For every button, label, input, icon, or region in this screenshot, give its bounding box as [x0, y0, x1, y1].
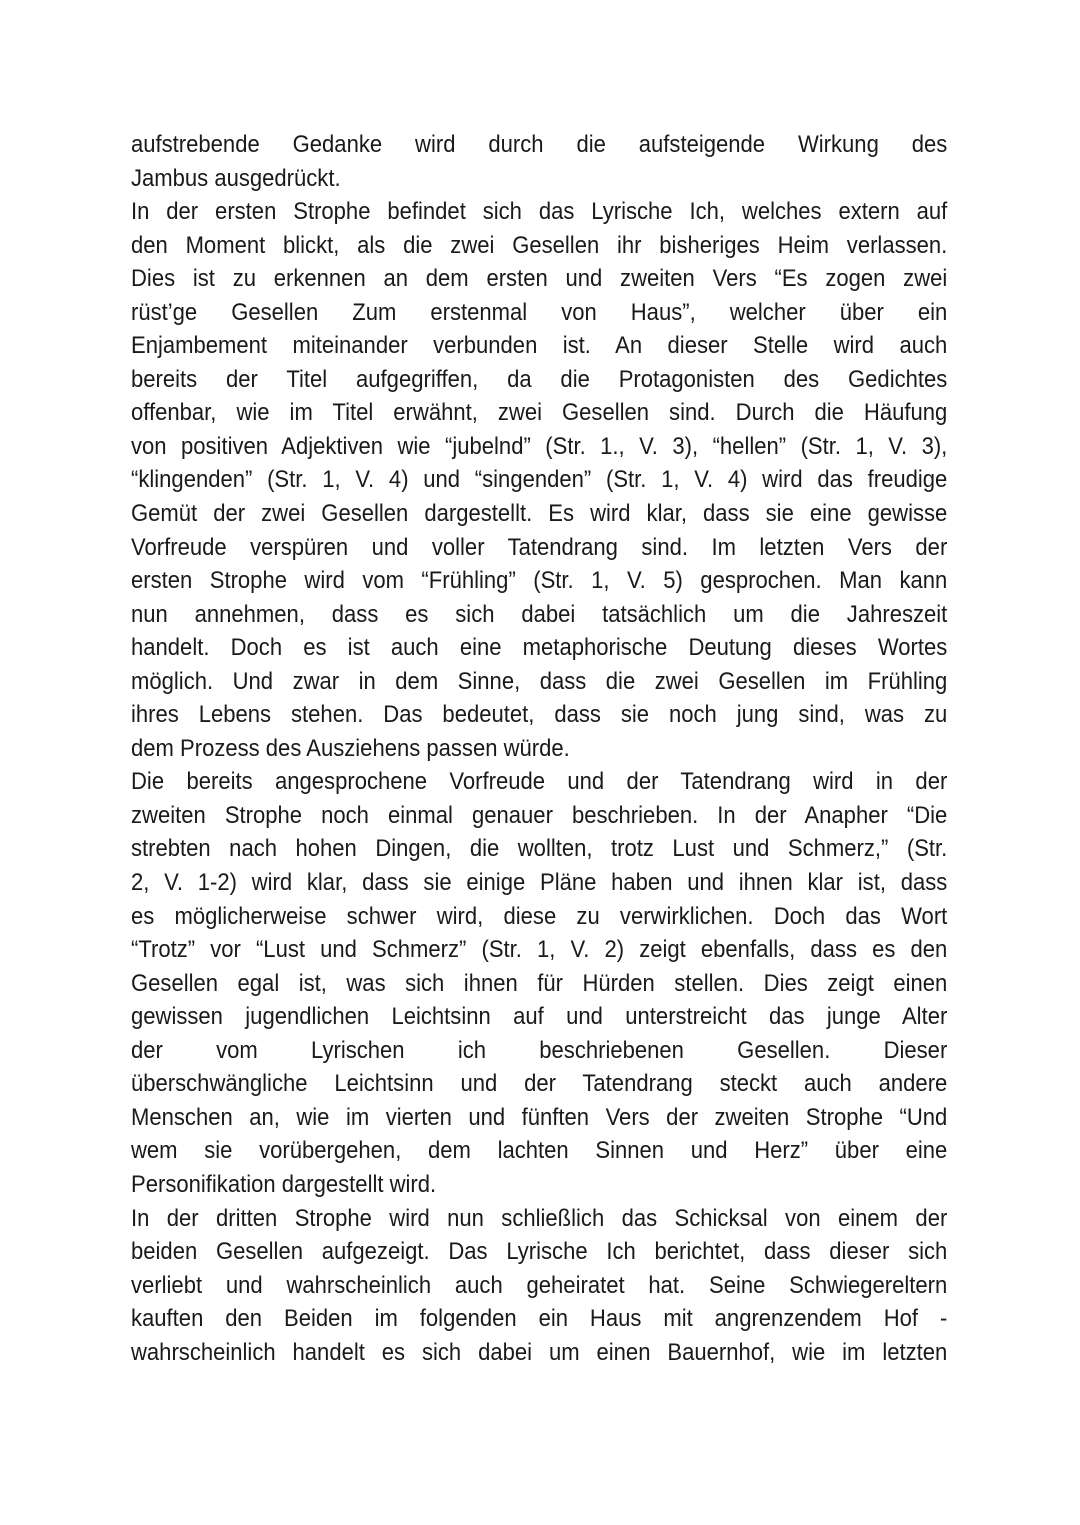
text-line: dem Prozess des Ausziehens passen würde. — [131, 734, 570, 762]
text-line: möglich. Und zwar in dem Sinne, dass die zwei Gesellen im Frühling — [131, 667, 948, 695]
text-line: In der ersten Strophe befindet sich das Lyrische Ich, welches extern auf — [131, 198, 948, 226]
text-line: Gesellen egal ist, was sich ihnen für Hürden stellen. Dies zeigt einen — [131, 969, 948, 997]
text-line: Dies ist zu erkennen an dem ersten und zweiten Vers “Es zogen zwei — [131, 265, 948, 293]
text-line: Jambus ausgedrückt. — [131, 164, 341, 192]
text-line: es möglicherweise schwer wird, diese zu verwirklichen. Doch das Wort — [131, 902, 948, 930]
text-line: “klingenden” (Str. 1, V. 4) und “singenden” (Str. 1, V. 4) wird das freudige — [131, 466, 948, 494]
text-line: überschwängliche Leichtsinn und der Tatendrang steckt auch andere — [131, 1070, 948, 1098]
text-line: rüst’ge Gesellen Zum erstenmal von Haus”, welcher über ein — [131, 298, 948, 326]
text-line: gewissen jugendlichen Leichtsinn auf und unterstreicht das junge Alter — [131, 1003, 948, 1031]
text-line: Gemüt der zwei Gesellen dargestellt. Es wird klar, dass sie eine gewisse — [131, 500, 948, 528]
text-line: wem sie vorübergehen, dem lachten Sinnen und Herz” über eine — [131, 1137, 948, 1165]
text-line: den Moment blickt, als die zwei Gesellen ihr bisheriges Heim verlassen. — [131, 231, 948, 259]
text-line: strebten nach hohen Dingen, die wollten, trotz Lust und Schmerz,” (Str. — [131, 835, 948, 863]
text-line: wahrscheinlich handelt es sich dabei um einen Bauernhof, wie im letzten — [131, 1338, 948, 1366]
text-line: zweiten Strophe noch einmal genauer beschrieben. In der Anapher “Die — [131, 801, 948, 829]
paragraph — [131, 1202, 947, 1370]
text-line: der vom Lyrischen ich beschriebenen Gesellen. Dieser — [131, 1036, 948, 1064]
text-line: nun annehmen, dass es sich dabei tatsächlich um die Jahreszeit — [131, 600, 948, 628]
text-line: kauften den Beiden im folgenden ein Haus mit angrenzendem Hof - — [131, 1305, 948, 1333]
text-line: verliebt und wahrscheinlich auch geheiratet hat. Seine Schwiegereltern — [131, 1271, 948, 1299]
text-line: von positiven Adjektiven wie “jubelnd” (Str. 1., V. 3), “hellen” (Str. 1, V. 3), — [131, 432, 948, 460]
paragraph — [131, 195, 947, 765]
text-line: bereits der Titel aufgegriffen, da die Protagonisten des Gedichtes — [131, 365, 948, 393]
text-line: offenbar, wie im Titel erwähnt, zwei Gesellen sind. Durch die Häufung — [131, 399, 948, 427]
text-line: Die bereits angesprochene Vorfreude und der Tatendrang wird in der — [131, 768, 948, 796]
text-line: ersten Strophe wird vom “Frühling” (Str. 1, V. 5) gesprochen. Man kann — [131, 567, 948, 595]
text-line: 2, V. 1-2) wird klar, dass sie einige Pläne haben und ihnen klar ist, dass — [131, 869, 948, 897]
text-line: In der dritten Strophe wird nun schließlich das Schicksal von einem der — [131, 1204, 948, 1232]
paragraph — [131, 765, 947, 1201]
text-line: Enjambement miteinander verbunden ist. An dieser Stelle wird auch — [131, 332, 948, 360]
text-line: “Trotz” vor “Lust und Schmerz” (Str. 1, V. 2) zeigt ebenfalls, dass es den — [131, 936, 948, 964]
text-line: aufstrebende Gedanke wird durch die aufsteigende Wirkung des — [131, 131, 948, 158]
text-line: handelt. Doch es ist auch eine metaphorische Deutung dieses Wortes — [131, 634, 948, 662]
text-line: Menschen an, wie im vierten und fünften Vers der zweiten Strophe “Und — [131, 1103, 948, 1131]
document-page — [131, 128, 947, 1369]
text-line: beiden Gesellen aufgezeigt. Das Lyrische Ich berichtet, dass dieser sich — [131, 1238, 948, 1266]
text-line: ihres Lebens stehen. Das bedeutet, dass sie noch jung sind, was zu — [131, 701, 948, 729]
paragraph — [131, 128, 947, 195]
text-line: Personifikation dargestellt wird. — [131, 1170, 437, 1198]
text-line: Vorfreude verspüren und voller Tatendrang sind. Im letzten Vers der — [131, 533, 948, 561]
